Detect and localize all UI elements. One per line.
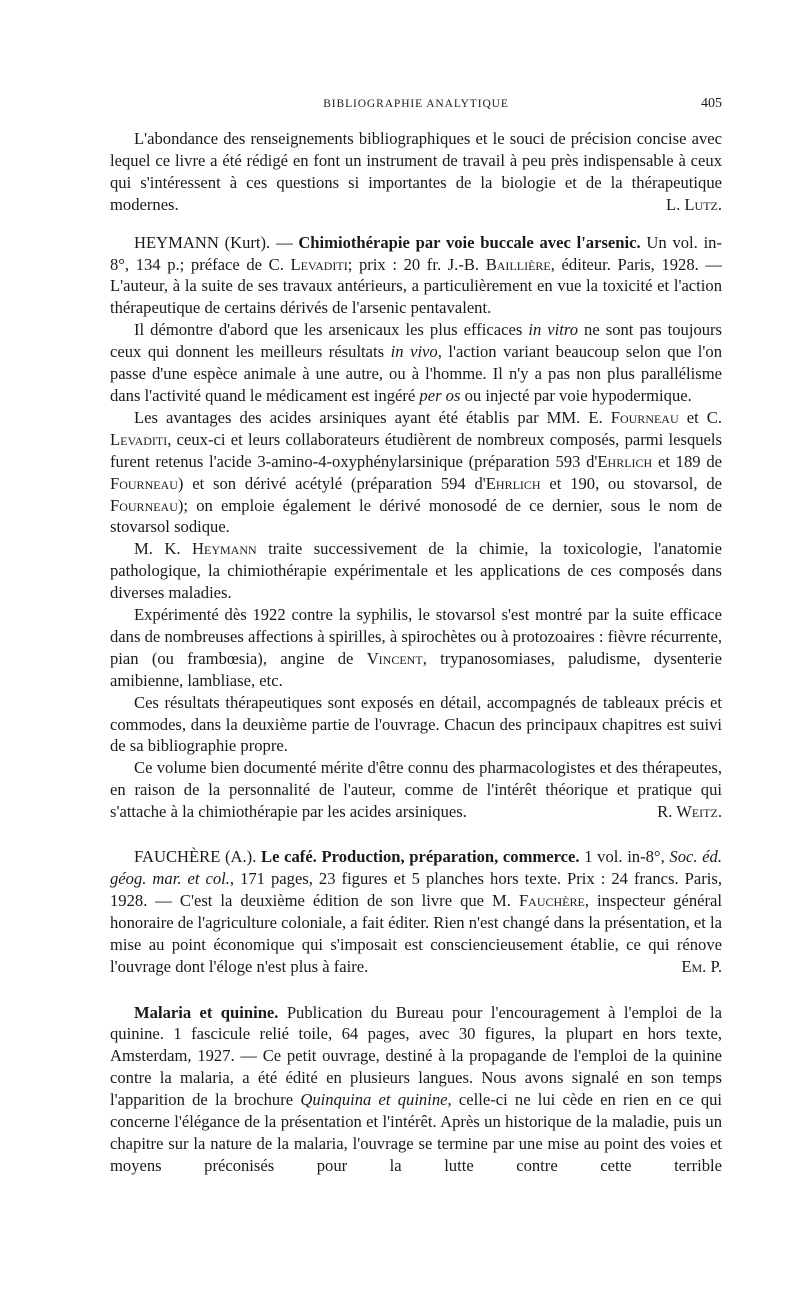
review-heymann-para-3: Les avantages des acides arsiniques ayant été établis par MM. E. Fourneau et C. Levaditi, ceux-ci et leurs collaborateurs étudièrent de nombreux composés, parmi lesquels furent retenus l'acide 3-amino-4-oxyphénylarsinique (préparation 593 d'Ehrlich et 189 de Fourneau) et son dérivé acétylé (préparation 594 d'Ehrlich et 190, ou stovarsol, de Fourneau); on emploie également le dérivé monosodé de ce dernier, sous le nom de stovarsol sodique. [110, 407, 722, 537]
signature-emp: Em. P. [681, 956, 722, 976]
review-title: Le café. Production, préparation, commerce. [261, 847, 580, 867]
review-title: Chimiothérapie par voie buccale avec l'arsenic. [298, 232, 641, 252]
review-heymann-para-4: M. K. Heymann traite successivement de la chimie, la toxicologie, l'anatomie pathologique, la chimiothérapie expérimentale et les applications de ces composés dans diverses maladies. [110, 539, 722, 603]
page-header [110, 96, 722, 116]
page-body [110, 128, 722, 1199]
review-author: HEYMANN (Kurt). [134, 232, 271, 252]
signature-lutz: L. Lutz. [665, 194, 722, 214]
review-heymann-para-6: Ces résultats thérapeutiques sont exposés en détail, accompagnés de tableaux précis et commodes, dans la deuxième partie de l'ouvrage. Chacun des principaux chapitres est suivi de sa bibliographie propre. [110, 692, 722, 756]
signature-weitz: R. Weitz. [657, 802, 722, 822]
review-heymann-entry: HEYMANN (Kurt). — Chimiothérapie par voie buccale avec l'arsenic. Un vol. in-8°, 134 p.; préface de C. Levaditi; prix : 20 fr. J.-B. Baillière, éditeur. Paris, 1928. — L'auteur, à la suite de ses travaux antérieurs, a particulièrement en vue la toxicité et l'action thérapeutique de certains dérivés de l'arsenic pentavalent. [110, 232, 722, 318]
review-heymann-para-5: Expérimenté dès 1922 contre la syphilis, le stovarsol s'est montré par la suite efficace dans de nombreuses affections à spirilles, à spirochètes ou à protozoaires : fièvre récurrente, pian (ou frambœsia), angine de Vincent, trypanosomiases, paludisme, dysenterie amibienne, lambliase, etc. [110, 605, 722, 690]
paragraph-lutz [110, 128, 722, 216]
running-head: BIBLIOGRAPHIE ANALYTIQUE [323, 98, 509, 110]
review-faucher-entry: FAUCHÈRE (A.). Le café. Production, préparation, commerce. 1 vol. in-8°, Soc. éd. géog. mar. et col., 171 pages, 23 figures et 5 planches hors texte. Prix : 24 francs. Paris, 1928. — C'est la deuxième édition de son livre que M. Fauchère, inspecteur général honoraire de l'agriculture coloniale, a fait éditer. Rien n'est changé dans la présentation, et la mise au point économique qui s'imposait est consciencieusement établie, ce qui rénove l'ouvrage dont l'éloge n'est plus à faire. Em. P. [110, 847, 722, 976]
review-title: Malaria et quinine. [134, 1002, 279, 1022]
review-heymann-para-2: Il démontre d'abord que les arsenicaux les plus efficaces in vitro ne sont pas toujours ceux qui donnent les meilleurs résultats in vivo, l'action variant beaucoup selon que l'on passe d'une espèce animale à une autre, ou à l'homme. Il n'y a pas non plus parallélisme dans l'activité quand le médicament est ingéré per os ou injecté par voie hypodermique. [110, 320, 723, 405]
review-author: FAUCHÈRE (A.). [134, 847, 257, 867]
page-number: 405 [701, 96, 722, 111]
paragraph-text: L'abondance des renseignements bibliographiques et le souci de précision concise avec lequel ce livre a été rédigé en font un instrument de travail à peu près indispensable à ceux qui s'intéressent à ces questions si importantes de la biologie et de la thérapeutique modernes. [110, 129, 722, 214]
review-heymann-para-7: Ce volume bien documenté mérite d'être connu des pharmacologistes et des thérapeutes, en raison de la personnalité de l'auteur, comme de l'intérêt théorique et pratique qui s'attache à la chimiothérapie par les acides arsiniques. R. Weitz. [110, 758, 722, 822]
review-malaria-entry: Malaria et quinine. Publication du Bureau pour l'encouragement à l'emploi de la quinine. 1 fascicule relié toile, 64 pages, avec 30 figures, la plupart en hors texte, Amsterdam, 1927. — Ce petit ouvrage, destiné à la propagande de l'emploi de la quinine contre la malaria, a été édité en plusieurs langues. Nous avons signalé en son temps l'apparition de la brochure Quinquina et quinine, celle-ci ne lui cède en rien en ce qui concerne l'élégance de la présentation et l'intérêt. Après un historique de la maladie, puis un chapitre sur la nature de la malaria, l'ouvrage se termine par une mise au point des voies et moyens préconisés pour la lutte contre cette terrible [110, 1002, 723, 1175]
